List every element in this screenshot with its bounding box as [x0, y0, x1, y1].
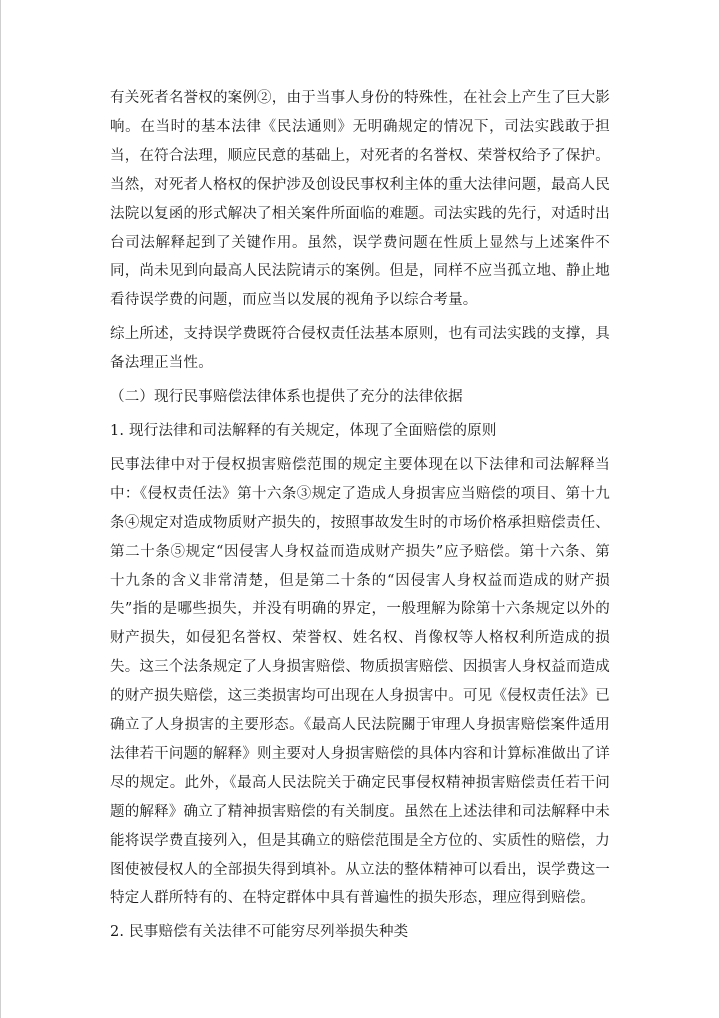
text-line: 同，尚未见到向最高人民法院请示的案例。但是，同样不应当孤立地、静止地 [110, 263, 610, 280]
text-line: 能将误学费直接列入，但是其确立的赔偿范围是全方位的、实质性的赔偿，力 [110, 832, 610, 849]
text-line: 第二十条⑤规定“因侵害人身权益而造成财产损失”应予赔偿。第十六条、第 [110, 543, 610, 560]
text-line: 的财产损失赔偿，这三类损害均可出现在人身损害中。可见《侵权责任法》已 [110, 688, 610, 705]
text-line: 中：《侵权责任法》第十六条③规定了造成人身损害应当赔偿的项目、第十九 [110, 485, 610, 502]
text-line: 看待误学费的问题，而应当以发展的视角予以综合考量。 [110, 292, 478, 309]
text-line: 财产损失，如侵犯名誉权、荣誉权、姓名权、肖像权等人格权利所造成的损 [110, 630, 610, 647]
text-line: 当然，对死者人格权的保护涉及创设民事权利主体的重大法律问题，最高人民 [110, 176, 610, 193]
text-line: 条④规定对造成物质财产损失的，按照事故发生时的市场价格承担赔偿责任、 [110, 514, 610, 531]
text-line: 台司法解释起到了关键作用。虽然，误学费问题在性质上显然与上述案件不 [110, 234, 610, 251]
subsection-heading-2 [110, 918, 610, 947]
text-line: 民事法律中对于侵权损害赔偿范围的规定主要体现在以下法律和司法解释当 [110, 456, 610, 473]
text-line: 失”指的是哪些损失，并没有明确的界定，一般理解为除第十六条规定以外的 [110, 601, 610, 618]
text-line: 图使被侵权人的全部损失得到填补。从立法的整体精神可以看出，误学费这一 [110, 861, 610, 878]
subsection-heading-text: 2. 民事赔偿有关法律不可能穷尽列举损失种类 [110, 924, 409, 941]
text-line: 法院以复函的形式解决了相关案件所面临的难题。司法实践的先行，对适时出 [110, 205, 610, 222]
paragraph-deceased-reputation [110, 84, 610, 315]
text-line: 当，在符合法理，顺应民意的基础上，对死者的名誉权、荣誉权给予了保护。 [110, 147, 610, 164]
text-line: 失。这三个法条规定了人身损害赔偿、物质损害赔偿、因损害人身权益而造成 [110, 659, 610, 676]
paragraph-legal-provisions [110, 451, 610, 914]
text-line: 确立了人身损害的主要形态。《最高人民法院關于审理人身损害赔偿案件适用 [110, 717, 610, 734]
text-line: 题的解释》确立了精神损害赔偿的有关制度。虽然在上述法律和司法解释中未 [110, 803, 610, 820]
subsection-heading-1 [110, 417, 610, 446]
text-line: 尽的规定。此外，《最高人民法院关于确定民事侵权精神损害赔偿责任若干问 [110, 774, 610, 791]
section-heading-text: （二）现行民事赔偿法律体系也提供了充分的法律依据 [110, 389, 463, 406]
paragraph-summary [110, 320, 610, 378]
text-line: 综上所述，支持误学费既符合侵权责任法基本原则，也有司法实践的支撑，具 [110, 326, 610, 343]
text-line: 十九条的含义非常清楚，但是第二十条的“因侵害人身权益而造成的财产损 [110, 572, 610, 589]
subsection-heading-text: 1. 现行法律和司法解释的有关规定，体现了全面赔偿的原则 [110, 422, 497, 439]
text-line: 法律若干问题的解释》则主要对人身损害赔偿的具体内容和计算标准做出了详 [110, 745, 610, 762]
text-line: 备法理正当性。 [110, 355, 213, 372]
document-page [110, 84, 610, 947]
text-line: 响。在当时的基本法律《民法通则》无明确规定的情况下，司法实践敢于担 [110, 118, 610, 135]
section-heading-2 [110, 383, 610, 412]
text-line: 特定人群所特有的、在特定群体中具有普遍性的损失形态，理应得到赔偿。 [110, 890, 596, 907]
page-left-border [0, 0, 1, 1018]
text-line: 有关死者名誉权的案例②，由于当事人身份的特殊性，在社会上产生了巨大影 [110, 90, 610, 106]
